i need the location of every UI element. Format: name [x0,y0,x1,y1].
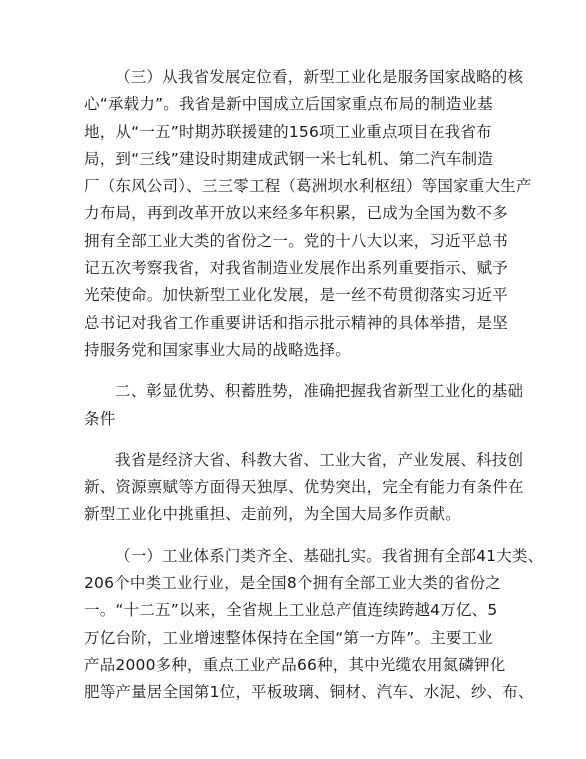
text-line: （一）工业体系门类齐全、基础扎实。我省拥有全部41大类、 [115,546,544,565]
text-line: 记五次考察我省，对我省制造业发展作出系列重要指示、赋予 [84,259,508,278]
text-line: 光荣使命。加快新型工业化发展，是一丝不苟贯彻落实习近平 [84,286,508,305]
paragraph-industrial-system [84,543,544,707]
document-body [84,64,544,707]
heading-line: 二、彰显优势、积蓄胜势，准确把握我省新型工业化的基础 [115,382,524,401]
paragraph-development-positioning [84,64,532,364]
text-line: 206个中类工业行业，是全国8个拥有全部工业大类的省份之 [84,574,502,593]
text-line: 新型工业化中挑重担、走前列，为全国大局多作贡献。 [84,505,461,524]
text-line: 拥有全部工业大类的省份之一。党的十八大以来，习近平总书 [84,231,508,250]
text-line: 总书记对我省工作重要讲话和指示批示精神的具体举措，是坚 [84,313,508,332]
heading-line: 条件 [84,409,116,428]
text-line: 厂（东风公司）、三三零工程（葛洲坝水利枢纽）等国家重大生产 [84,177,532,196]
text-line: 我省是经济大省、科教大省、工业大省，产业发展、科技创 [115,450,524,469]
text-line: 地，从“一五”时期苏联援建的156项工业重点项目在我省布 [84,122,492,141]
text-line: 产品2000多种，重点工业产品66种，其中光缆农用氮磷钾化 [84,655,506,674]
text-line: 肥等产量居全国第1位，平板玻璃、铜材、汽车、水泥、纱、布、 [84,683,534,702]
text-line: 万亿台阶，工业增速整体保持在全国“第一方阵”。主要工业 [84,628,493,647]
section-heading-foundation-conditions [84,378,524,433]
paragraph-province-overview [84,447,524,529]
text-line: 一。“十二五”以来，全省规上工业总产值连续跨越4万亿、5 [84,601,498,620]
text-line: 心“承载力”。我省是新中国成立后国家重点布局的制造业基 [84,95,493,114]
text-line: 持服务党和国家事业大局的战略选择。 [84,340,351,359]
text-line: 新、资源禀赋等方面得天独厚、优势突出，完全有能力有条件在 [84,478,524,497]
text-line: 力布局，再到改革开放以来经多年积累，已成为全国为数不多 [84,204,508,223]
text-line: （三）从我省发展定位看，新型工业化是服务国家战略的核 [115,68,524,86]
text-line: 局，到“三线”建设时期建成武钢一米七轧机、第二汽车制造 [84,149,493,168]
